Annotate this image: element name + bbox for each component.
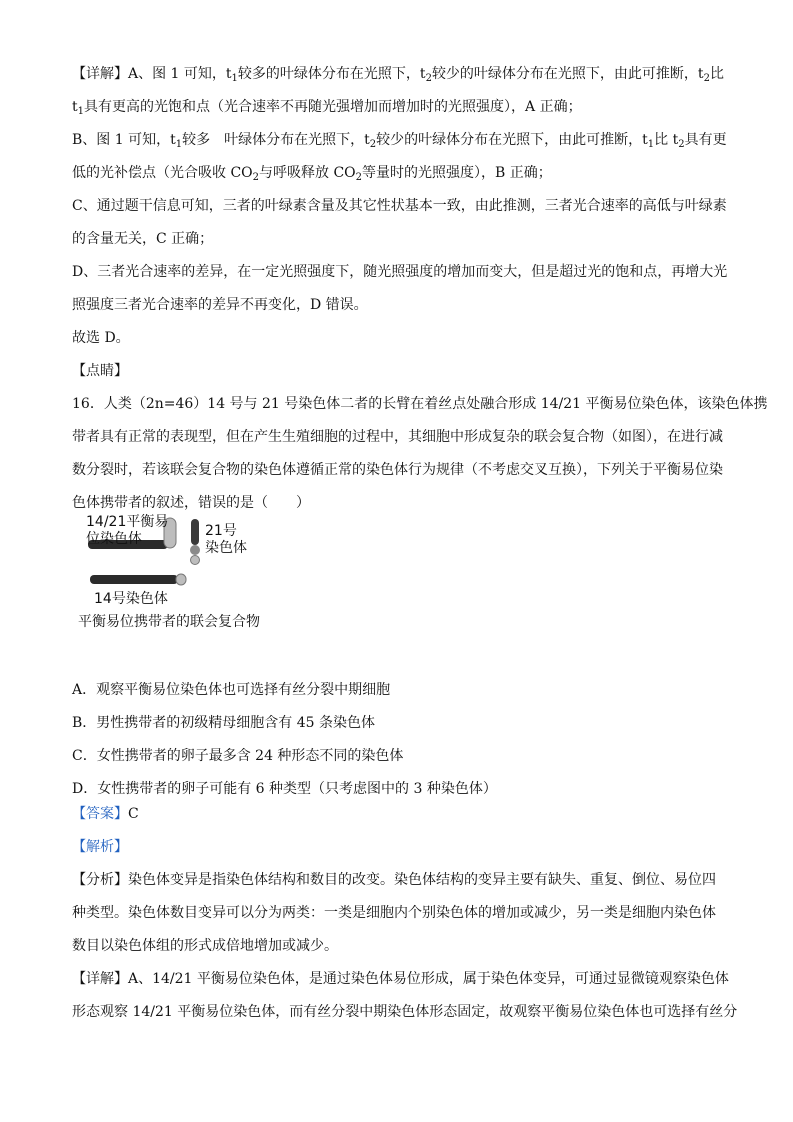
- explanation-line-4: [72, 163, 732, 183]
- answer-label: 【答案】: [72, 806, 128, 822]
- option-a: A．观察平衡易位染色体也可选择有丝分裂中期细胞: [72, 682, 391, 698]
- explanation-line-7: D、三者光合速率的差异，在一定光照强度下，随光照强度的增加而变大，但是超过光的饱和点，再增大光: [72, 264, 728, 280]
- chromosome-14-long-arm: [90, 575, 178, 584]
- subscript: 2: [425, 73, 432, 84]
- option-d: D．女性携带者的卵子可能有 6 种类型（只考虑图中的 3 种染色体）: [72, 781, 497, 797]
- text-segment: 低的光补偿点（光合吸收 CO: [72, 165, 253, 181]
- subscript: 1: [175, 139, 183, 150]
- translocation-label-line-2: 位染色体: [86, 531, 142, 547]
- analysis-line-2: 种类型。染色体数目变异可以分为两类：一类是细胞内个别染色体的增加或减少，另一类是细胞内染色体: [72, 905, 716, 921]
- explanation-line-1: [72, 64, 732, 84]
- explanation-line-6: 的含量无关，C 正确；: [72, 231, 214, 247]
- text-segment: 与呼吸释放 CO: [259, 165, 356, 181]
- chromosome-21-short-arm: [191, 556, 200, 565]
- subscript: 2: [355, 172, 363, 183]
- answer-line: [72, 804, 732, 824]
- analysis-heading: 【解析】: [72, 839, 128, 855]
- chromosome-21-centromere: [190, 545, 200, 555]
- explanation-line-3: [72, 130, 732, 150]
- option-c: C．女性携带者的卵子最多含 24 种形态不同的染色体: [72, 748, 404, 764]
- text-segment: 比: [709, 66, 724, 82]
- analysis-line-1: 【分析】染色体变异是指染色体结构和数目的改变。染色体结构的变异主要有缺失、重复、倒位、易位四: [72, 872, 716, 888]
- explanation-line-2: [72, 97, 732, 117]
- option-b: B．男性携带者的初级精母细胞含有 45 条染色体: [72, 715, 376, 731]
- text-segment: B、图 1 可知，t: [72, 132, 176, 148]
- explanation-line-5: C、通过题干信息可知，三者的叶绿素含量及其它性状基本一致，由此推测，三者光合速率的高低与叶绿素: [72, 198, 727, 214]
- text-segment: 具有更: [684, 132, 727, 148]
- subscript: 2: [678, 139, 685, 150]
- figure-caption: 平衡易位携带者的联会复合物: [78, 614, 260, 630]
- question-line-2: 带者具有正常的表现型，但在产生生殖细胞的过程中，其细胞中形成复杂的联会复合物（如图），在进行减: [72, 429, 723, 445]
- subscript: 1: [77, 106, 85, 117]
- question-line-1: 16．人类（2n=46）14 号与 21 号染色体二者的长臂在着丝点处融合形成 14/21 平衡易位染色体，该染色体携: [72, 396, 768, 412]
- text-segment: 比 t: [654, 132, 679, 148]
- chromosome-14-label: 14号染色体: [94, 591, 168, 607]
- subscript: 2: [252, 172, 260, 183]
- translocation-label-line-1: 14/21平衡易: [86, 514, 169, 530]
- text-segment: 较多的叶绿体分布在光照下，t: [237, 66, 426, 82]
- synapsis-complex-figure: [78, 510, 338, 635]
- text-segment: 较少的叶绿体分布在光照下，由此可推断，t: [431, 66, 704, 82]
- question-line-4: 色体携带者的叙述，错误的是（ ）: [72, 495, 310, 511]
- subscript: 2: [369, 139, 377, 150]
- chromosome-21-long-arm: [191, 519, 199, 545]
- text-segment: 较多 叶绿体分布在光照下，t: [182, 132, 370, 148]
- text-segment: 【详解】A、图 1 可知，t: [72, 66, 232, 82]
- chromosome-14-short-arm: [176, 574, 186, 585]
- subscript: 1: [647, 139, 655, 150]
- chromosome-21-label-line-1: 21号: [205, 523, 237, 539]
- text-segment: t: [72, 99, 78, 115]
- question-line-3: 数分裂时，若该联会复合物的染色体遵循正常的染色体行为规律（不考虑交叉互换），下列关于平衡易位染: [72, 462, 723, 478]
- analysis-line-5: 形态观察 14/21 平衡易位染色体，而有丝分裂中期染色体形态固定，故观察平衡易位染色体也可选择有丝分: [72, 1004, 738, 1020]
- text-segment: 等量时的光照强度），B 正确；: [362, 165, 552, 181]
- conclusion-line: 故选 D。: [72, 330, 130, 346]
- analysis-line-4: 【详解】A、14/21 平衡易位染色体，是通过染色体易位形成，属于染色体变异，可通过显微镜观察染色体: [72, 971, 729, 987]
- text-segment: 具有更高的光饱和点（光合速率不再随光强增加而增加时的光照强度），A 正确；: [84, 99, 582, 115]
- subscript: 2: [703, 73, 710, 84]
- analysis-line-3: 数目以染色体组的形式成倍地增加或减少。: [72, 938, 338, 954]
- comment-heading: 【点睛】: [72, 363, 128, 379]
- text-segment: 较少的叶绿体分布在光照下，由此可推断，t: [376, 132, 648, 148]
- subscript: 1: [231, 73, 238, 84]
- answer-value: C: [128, 806, 139, 822]
- chromosome-21-label-line-2: 染色体: [205, 540, 247, 556]
- explanation-line-8: 照强度三者光合速率的差异不再变化，D 错误。: [72, 297, 368, 313]
